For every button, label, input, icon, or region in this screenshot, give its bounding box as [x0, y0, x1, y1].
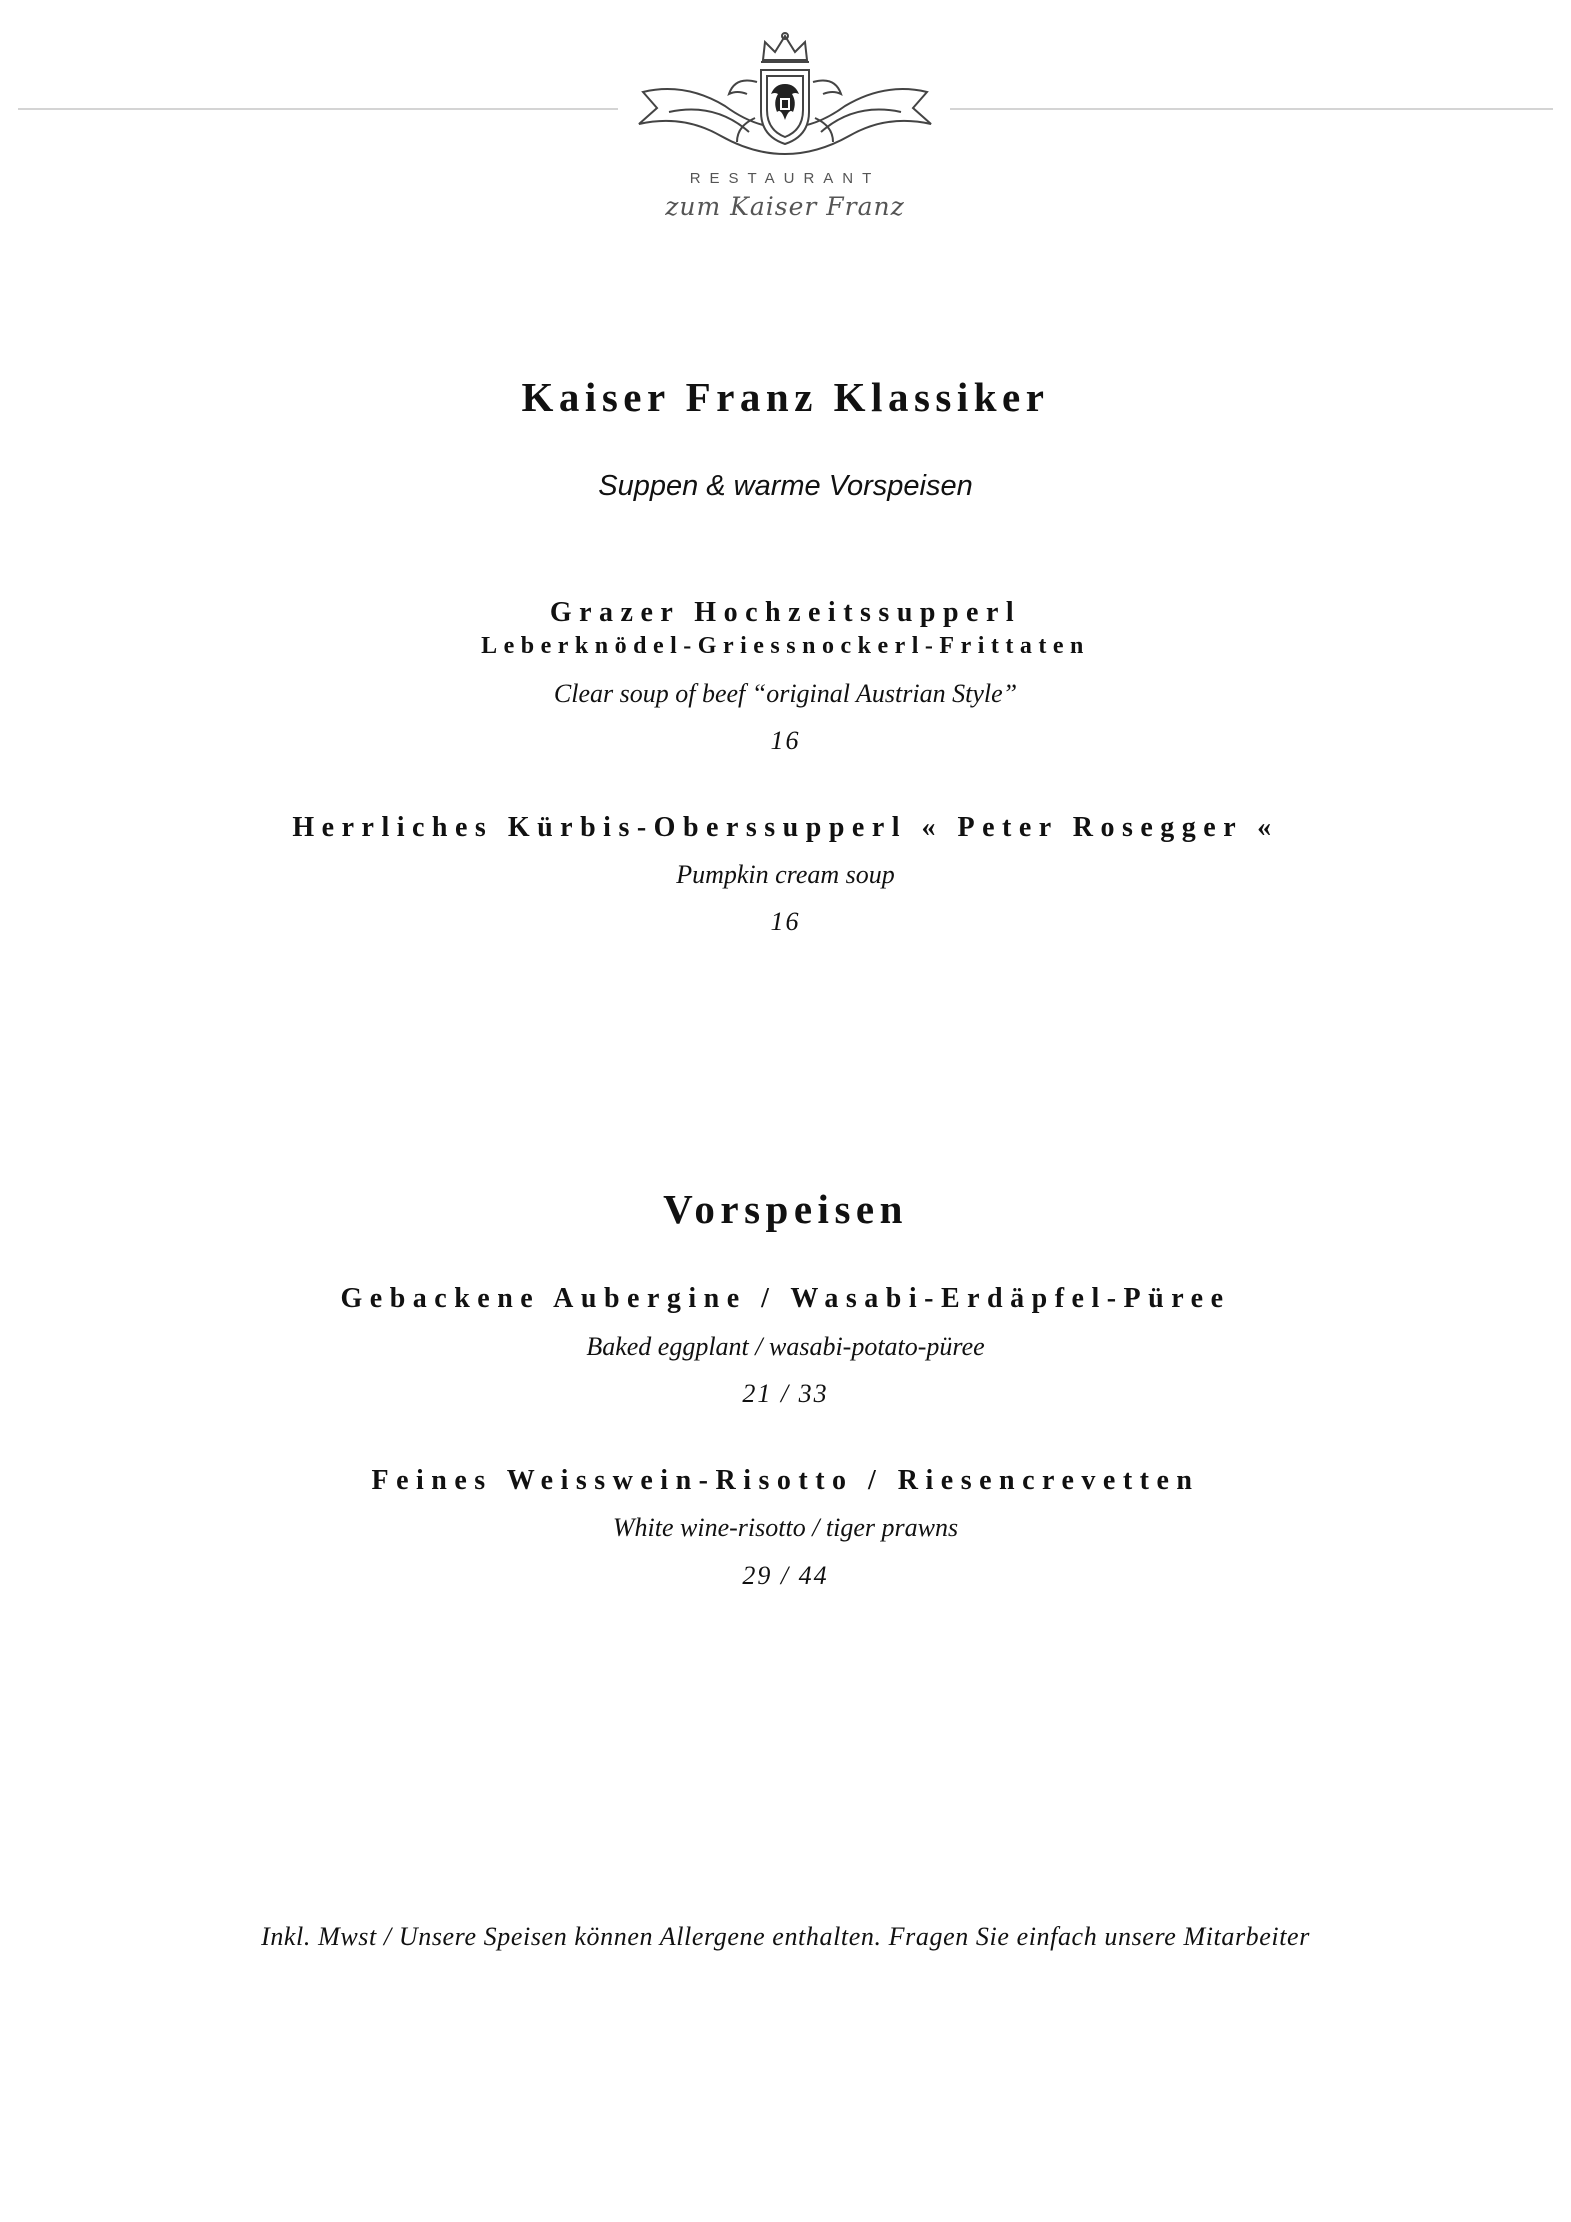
menu-item-name: Grazer Hochzeitssupperl: [549, 597, 1022, 628]
menu-item-description: White wine-risotto / tiger prawns: [612, 1513, 959, 1542]
menu-item-name: Feines Weisswein-Risotto / Riesencrevetten: [371, 1465, 1200, 1496]
header-divider-left: [18, 108, 618, 110]
logo-restaurant-name: zum Kaiser Franz: [665, 192, 905, 221]
menu-item-name: Gebackene Aubergine / Wasabi-Erdäpfel-Püree: [340, 1283, 1231, 1314]
menu-item-subname: Leberknödel-Griessnockerl-Frittaten: [481, 633, 1090, 659]
logo-restaurant-label: RESTAURANT: [689, 170, 881, 187]
menu-item-price: 29 / 44: [742, 1561, 829, 1590]
menu-item-price: 16: [770, 726, 801, 755]
menu-item-price: 16: [770, 907, 801, 936]
menu-item-description: Pumpkin cream soup: [676, 860, 895, 889]
section-subtitle: Suppen & warme Vorspeisen: [598, 470, 973, 502]
footer-allergen-note: Inkl. Mwst / Unsere Speisen können Allergene enthalten. Fragen Sie einfach unsere Mitarbeiter: [261, 1922, 1310, 1951]
section-title-vorspeisen: Vorspeisen: [663, 1186, 908, 1232]
header-divider-right: [950, 108, 1553, 110]
restaurant-logo: [625, 32, 945, 238]
menu-item-description: Clear soup of beef “original Austrian Style”: [553, 679, 1018, 708]
menu-item-description: Baked eggplant / wasabi-potato-püree: [586, 1332, 985, 1361]
menu-item-name: Herrliches Kürbis-Oberssupperl « Peter Rosegger «: [292, 812, 1279, 843]
crest-logo-icon: [625, 32, 945, 172]
menu-item-price: 21 / 33: [742, 1379, 829, 1408]
section-title-klassiker: Kaiser Franz Klassiker: [521, 374, 1050, 420]
